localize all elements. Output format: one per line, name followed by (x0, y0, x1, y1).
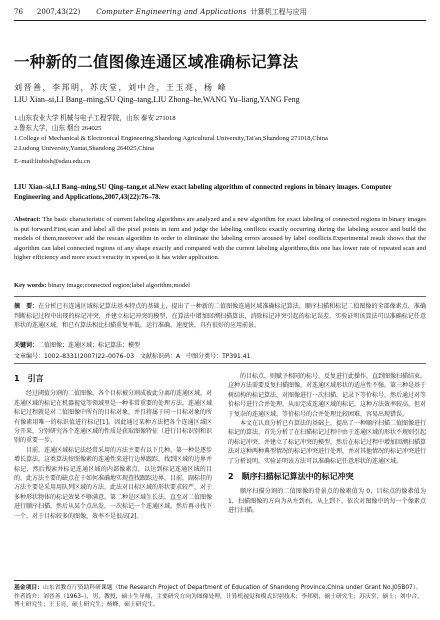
article-meta: 文章编号：1002–8331(2007)22–0076–03 文献标识码：A 中图分类号：TP391.41 (14, 353, 251, 360)
author-email: E–mail:liubish@sdau.edu.cn (14, 158, 91, 165)
intro-paragraph-2: 目前，连通区域标记法经常采用的方法主要有以下几种，第一种是逐步增长算法，这类算法按照像素的连通性来进行边界跟踪，找到区域的边界并标记，然后搜索并标记连通区域的内部像素点，以达到标记连通区域的目的，此方法主要的缺点在于如何准确地实现查找跟踪边界，目前，副标挂的方法主要是采用用队列区域的方法，此法对目标区域的形状要求较严，对于多种形状物体的标记效果不够满意。第二种是区域生长法，直至对二值图像进行顺序扫描，然后从某个点出发，一次标记一个连通区域，然后再寻找下一个，对于目标较多的图像，效率不是很高[2]。 (14, 446, 213, 520)
abstract-cn-text: 在分析已有连通区域标记算法基本特点的基础上，提出了一种新的二值图像连通区域准确标记算法。顺序扫描和标记二值图像的全部像素点，准确判断标记过程中出现的标记冲突，并建立标记冲突的模型，在算法中增加回溯扫描算法，消除标记冲突引起的标记误差。实验证明该算法可以准确标记任意形状的连通区域，和已有算法相比扫描重复率低，运行准确、速度快，具有很好的应用前景。 (14, 303, 426, 330)
citation-block: LIU Xian–si,LI Bang–ming,SU Qing–tang,et al.New exact labeling algorithm of connected regions in binary images. Computer Engineering and Applications,2007,43(22):76–78. (14, 183, 392, 201)
funding-note (14, 584, 426, 593)
body-divider (14, 363, 426, 364)
affiliation-1-en: 1.College of Mechanical & Electronical Engineering,Shandong Agricultural University,Tai'an,Shandong 271018,China (14, 135, 328, 142)
journal-name-en: Computer Engineering and Applications (96, 8, 247, 16)
abstract-en-label: Abstract: (14, 216, 41, 223)
footnote (14, 584, 426, 610)
keywords-chinese (14, 340, 426, 349)
abstract-cn-label: 摘 要： (14, 303, 39, 310)
section-heading-2: 2 顺序扫描标记算法中的标记冲突 (228, 472, 354, 482)
abstract-divider (14, 296, 426, 297)
body-column-right (228, 372, 426, 516)
body-column-left (14, 372, 212, 521)
abstract-chinese (14, 302, 426, 331)
right-paragraph-1: 的目标点，则赋予相同的标号，反复进行此操作，直到图像扫描结束。这种方法需要反复扫描图像，对连通区域形状的适应性不强。第三种是基于树结构的标记算法，对图像进行一次扫描，记录下等价标号，然后通过对等价标号进行合并处理，从而完成连通区域的标记，这种方法效率较高，但对于复杂的连通区域，等价标号的合并处理比较困难，容易出现错误。 (228, 373, 427, 418)
issue-info: 2007,43(22) (36, 8, 81, 16)
section2-paragraph-1: 顺序扫描分割的二值图像的背景点的像素值为 0，目标点的像素值为 1，扫描图像的方向为从左到右，从上到下，依次对图像中的每一个像素点进行扫描。 (228, 488, 426, 515)
keywords-en-text: binary image;connected region;label algorithm;model (48, 282, 190, 289)
keywords-en-label: Key words: (14, 282, 47, 289)
running-header (14, 6, 426, 18)
header-rule (14, 20, 426, 21)
funding-text: 山东省教育厅资助科研课题（the Research Project of Department of Education of Shandong Province,China under Grant No.J05B07）。 (43, 585, 422, 591)
authors-english: LIU Xian–si,LI Bang–ming,SU Qing–tang,LIU Zhong–he,WANG Yu–liang,YANG Feng (14, 95, 300, 104)
intro-paragraph-1: 经过阈值分割的二值图像，各个目标被分割成彼此分离的连通区域，对连通区域的标记在机器视觉等领域里是一种非常重要的处理方法，连通区域标记过程就是对二值图像中所有的目标对象，并且将属于同一目标对象的所有像素用唯一的标识值进行标记[1]。因此通过某种方法把各个连通区域区分开来，分别研究各个连通区域的性质是获取图像特征（进行目标识别和识别的重要一步。 (14, 390, 213, 445)
keywords-english (14, 282, 426, 289)
page-number: 76 (14, 8, 23, 16)
author-bio: 作者简介：刘晋善（1963–），男，教授，硕士生导师，主要研究方向为图像处理，计算机视觉和模式识别技术；李邦明，硕士研究生；苏庆堂，硕士；刘中合，博士研究生；王玉亮，硕士研究生；杨峰，硕士研究生。 (14, 593, 423, 609)
affiliation-2-en: 2.Ludong University,Yantai,Shandong 264025,China (14, 145, 154, 152)
affiliation-2-cn: 2.鲁东大学，山东 烟台 264025 (14, 125, 102, 132)
keywords-cn-label: 关键词： (14, 342, 39, 349)
authors-chinese: 刘晋善，李邦明，苏庆堂，刘中合，王玉亮，杨 峰 (14, 83, 228, 92)
affiliation-1-cn: 1.山东农业大学 机械与电子工程学院，山东 泰安 271018 (14, 115, 176, 122)
abstract-en-text: The basic characteristic of current labeling algorithms are analyzed and a new algorithm for exact labeling of connected regions in binary images is put forward.First,scan and label all the pixel points in turn and judge the labeling conflicts exactly occurring during the labeling source and build the models of them,moreover add the rescan algorithm in order to eliminate the labeling errors aroused by label conflicts.Experimental result shows that the algorithm can label connected regions of any shape exactly and compared with the current labeling algorithms,this one has lower rate of repeated scan and higher efficiency and more exact veracity in speed,so it has wider application. (14, 216, 426, 262)
abstract-english (14, 215, 426, 263)
section-heading-intro: 1 引言 (14, 374, 44, 383)
right-paragraph-2: 本文在认真分析已有算法的基础上，提出了一种顺序扫描二值图像进行标记的算法，首先分析了在扫描标记过程中由于连通区域的形状不规则引起的标记冲突，并建立了标记冲突的模型，然后在标记过程中增加回溯扫描算法对这种两种典型情况的标记冲突进行处理，并对其他情况的标记冲突进行了分析说明，实验证明该方法可以准确标记任意形状的连通区域。 (228, 420, 427, 465)
footnote-rule (14, 580, 104, 581)
funding-label: 基金项目： (14, 585, 43, 591)
paper-title: 一种新的二值图像连通区域准确标记算法 (14, 52, 299, 71)
keywords-cn-text: 二值图像；连通区域；标记算法；模型 (38, 342, 141, 349)
journal-name-cn: 计算机工程与应用 (250, 8, 307, 16)
